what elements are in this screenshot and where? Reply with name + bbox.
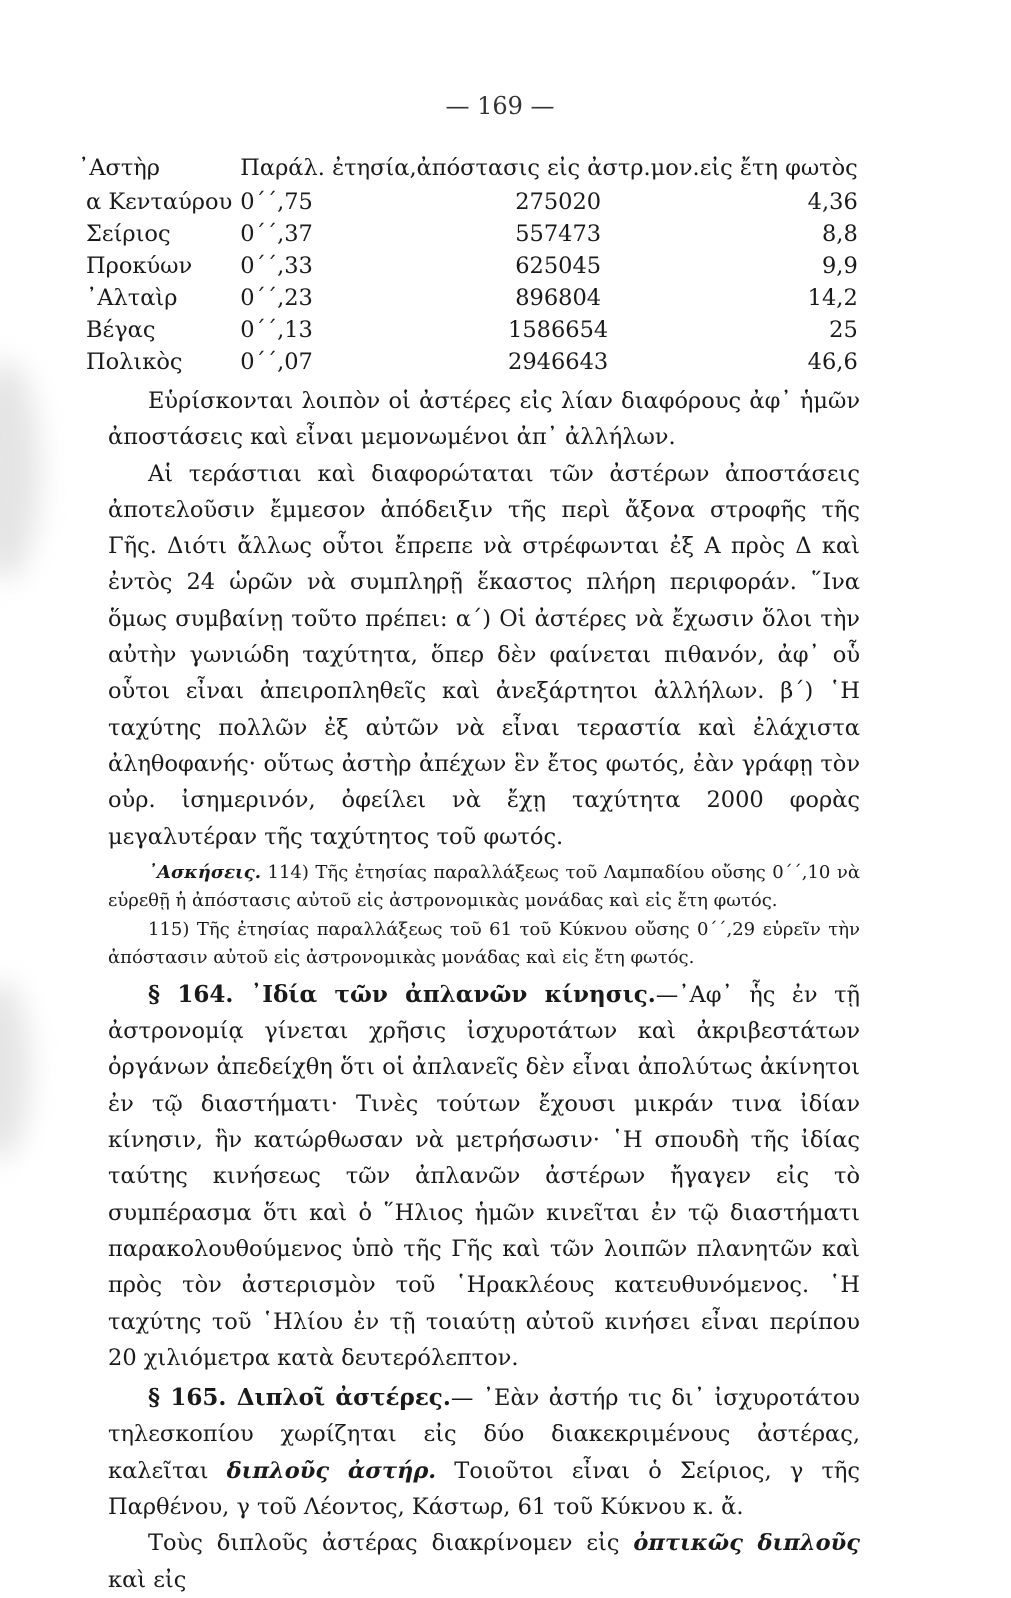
page-shadow xyxy=(0,360,40,580)
paragraph-text: καὶ εἰς xyxy=(108,1566,187,1593)
section-text: —᾿Αφ᾿ ἧς ἐν τῇ ἀστρονομίᾳ γίνεται χρῆσις ἰσχυροτάτων καὶ ἀκριβεστάτων ὀργάνων ἀπεδείχθη ὅτι οἱ ἀπλανεῖς δὲν εἶναι ἀπολύτως ἀκίνητοι ἐν τῷ διαστήματι· Τινὲς τούτων ἔχουσι μικράν τινα ἰδίαν κίνησιν, ἣν κατώρθωσαν νὰ μετρήσωσιν· ῾Η σπουδὴ τῆς ἰδίας ταύτης κινήσεως τῶν ἀπλανῶν ἀστέρων ἤγαγεν εἰς τὸ συμπέρασμα ὅτι καὶ ὁ ῞Ηλιος ἡμῶν κινεῖται ἐν τῷ διαστήματι παρακολουθούμενος ὑπὸ τῆς Γῆς καὶ τῶν λοιπῶν πλανητῶν καὶ πρὸς τὸν ἀστερισμὸν τοῦ ῾Ηρακλέους κατευθυνόμενος. ῾Η ταχύτης τοῦ ῾Ηλίου ἐν τῇ τοιαύτῃ αὐτοῦ κινήσει εἶναι περίπου 20 χιλιόμετρα κατὰ δευτερόλεπτον. xyxy=(108,981,860,1371)
star-light-years: 46,6 xyxy=(807,349,858,375)
table-header: ἀπόστασις εἰς ἀστρ.μον. xyxy=(416,155,700,181)
star-name: Πολικὸς xyxy=(86,349,183,375)
star-distance-au: 557473 xyxy=(515,221,602,247)
star-parallax: 0΄΄,37 xyxy=(240,221,313,247)
term-double-star: διπλοῦς ἀστήρ. xyxy=(226,1457,437,1484)
star-name: Σείριος xyxy=(86,221,171,247)
star-distance-au: 896804 xyxy=(515,285,602,311)
star-parallax: 0΄΄,07 xyxy=(240,349,313,375)
section-text: — ᾿Εὰν ἀστήρ τις δι᾿ ἰσχυροτάτου τηλεσκοπίου χωρίζηται εἰς δύο διακεκριμένους ἀστέρας, καλεῖται xyxy=(108,1385,860,1484)
parallax-table xyxy=(58,150,864,378)
section-165 xyxy=(108,1380,860,1525)
star-distance-au: 1586654 xyxy=(508,317,609,343)
section-text: Τοιοῦτοι εἶναι ὁ Σείριος, γ τῆς Παρθένου, γ τοῦ Λέοντος, Κάστωρ, 61 τοῦ Κύκνου κ. ἄ. xyxy=(108,1457,860,1521)
star-distance-au: 625045 xyxy=(515,253,602,279)
star-name: ᾿Αλταὶρ xyxy=(86,285,178,311)
table-row xyxy=(58,282,864,314)
section-heading: § 165. Διπλοῖ ἀστέρες. xyxy=(148,1384,451,1412)
star-light-years: 4,36 xyxy=(807,189,858,215)
table-header: εἰς ἔτη φωτὸς xyxy=(699,155,858,181)
table-row xyxy=(58,250,864,282)
exercise-text: 114) Τῆς ἐτησίας παραλλάξεως τοῦ Λαμπαδίου οὔσης 0΄΄,10 νὰ εὑρεθῇ ἡ ἀπόστασις αὐτοῦ εἰς ἀστρονομικὰς μονάδας καὶ εἰς ἔτη φωτός. xyxy=(108,861,860,912)
table-header: Παράλ. ἐτησία, xyxy=(240,155,417,181)
table-row xyxy=(58,346,864,378)
exercises-label: ᾿Ασκήσεις. xyxy=(148,861,261,883)
table-row xyxy=(58,314,864,346)
paragraph: Αἱ τεράστιαι καὶ διαφορώταται τῶν ἀστέρων ἀποστάσεις ἀποτελοῦσιν ἔμμεσον ἀπόδειξιν τῆς περὶ ἄξονα στροφῆς τῆς Γῆς. Διότι ἄλλως οὗτοι ἔπρεπε νὰ στρέφωνται ἐξ Α πρὸς Δ καὶ ἐντὸς 24 ὡρῶν νὰ συμπληρῇ ἕκαστος πλήρη περιφοράν. ῞Ινα ὅμως συμβαίνῃ τοῦτο πρέπει: α΄) Οἱ ἀστέρες νὰ ἔχωσιν ὅλοι τὴν αὐτὴν γωνιώδη ταχύτητα, ὅπερ δὲν φαίνεται πιθανόν, ἀφ᾿ οὗ οὗτοι εἶναι ἀπειροπληθεῖς καὶ ἀνεξάρτητοι ἀλλήλων. β΄) ῾Η ταχύτης πολλῶν ἐξ αὐτῶν νὰ εἶναι τεραστία καὶ ἐλάχιστα ἀληθοφανής· οὕτως ἀστὴρ ἀπέχων ἓν ἔτος φωτός, ἐὰν γράφῃ τὸν οὐρ. ἰσημερινόν, ὀφείλει νὰ ἔχῃ ταχύτητα 2000 φορὰς μεγαλυτέραν τῆς ταχύτητος τοῦ φωτός. xyxy=(108,460,860,850)
table-header: ᾿Αστὴρ xyxy=(78,155,161,181)
exercise-115: 115) Τῆς ἐτησίας παραλλάξεως τοῦ 61 τοῦ Κύκνου οὔσης 0΄΄,29 εὑρεῖν τὴν ἀπόστασιν αὐτοῦ εἰς ἀστρονομικὰς μονάδας καὶ εἰς ἔτη φωτός. xyxy=(108,918,860,969)
section-heading: § 164. ᾿Ιδία τῶν ἀπλανῶν κίνησις. xyxy=(148,980,656,1008)
star-light-years: 9,9 xyxy=(821,253,858,279)
star-parallax: 0΄΄,33 xyxy=(240,253,313,279)
star-parallax: 0΄΄,75 xyxy=(240,189,313,215)
star-name: α Κενταύρου xyxy=(86,189,233,215)
exercise-114 xyxy=(108,859,860,916)
star-distance-au: 275020 xyxy=(515,189,602,215)
star-name: Βέγας xyxy=(86,317,156,343)
table-row xyxy=(58,186,864,218)
page-number: — 169 — xyxy=(445,92,555,120)
paragraph xyxy=(108,1525,860,1598)
table-row xyxy=(58,218,864,250)
star-name: Προκύων xyxy=(86,253,193,279)
star-light-years: 8,8 xyxy=(821,221,858,247)
page-shadow xyxy=(0,980,30,1160)
term-optical-double: ὀπτικῶς διπλοῦς xyxy=(633,1530,860,1557)
star-parallax: 0΄΄,23 xyxy=(240,285,313,311)
star-parallax: 0΄΄,13 xyxy=(240,317,313,343)
star-distance-au: 2946643 xyxy=(508,349,609,375)
star-light-years: 25 xyxy=(829,317,858,343)
paragraph: Εὑρίσκονται λοιπὸν οἱ ἀστέρες εἰς λίαν διαφόρους ἀφ᾿ ἡμῶν ἀποστάσεις καὶ εἶναι μεμονωμένοι ἀπ᾿ ἀλλήλων. xyxy=(108,388,860,451)
body-text xyxy=(108,383,860,1598)
paragraph-text: Τοὺς διπλοῦς ἀστέρας διακρίνομεν εἰς xyxy=(148,1530,634,1557)
table-header-row xyxy=(58,150,864,186)
star-light-years: 14,2 xyxy=(807,285,858,311)
section-164 xyxy=(108,977,860,1376)
